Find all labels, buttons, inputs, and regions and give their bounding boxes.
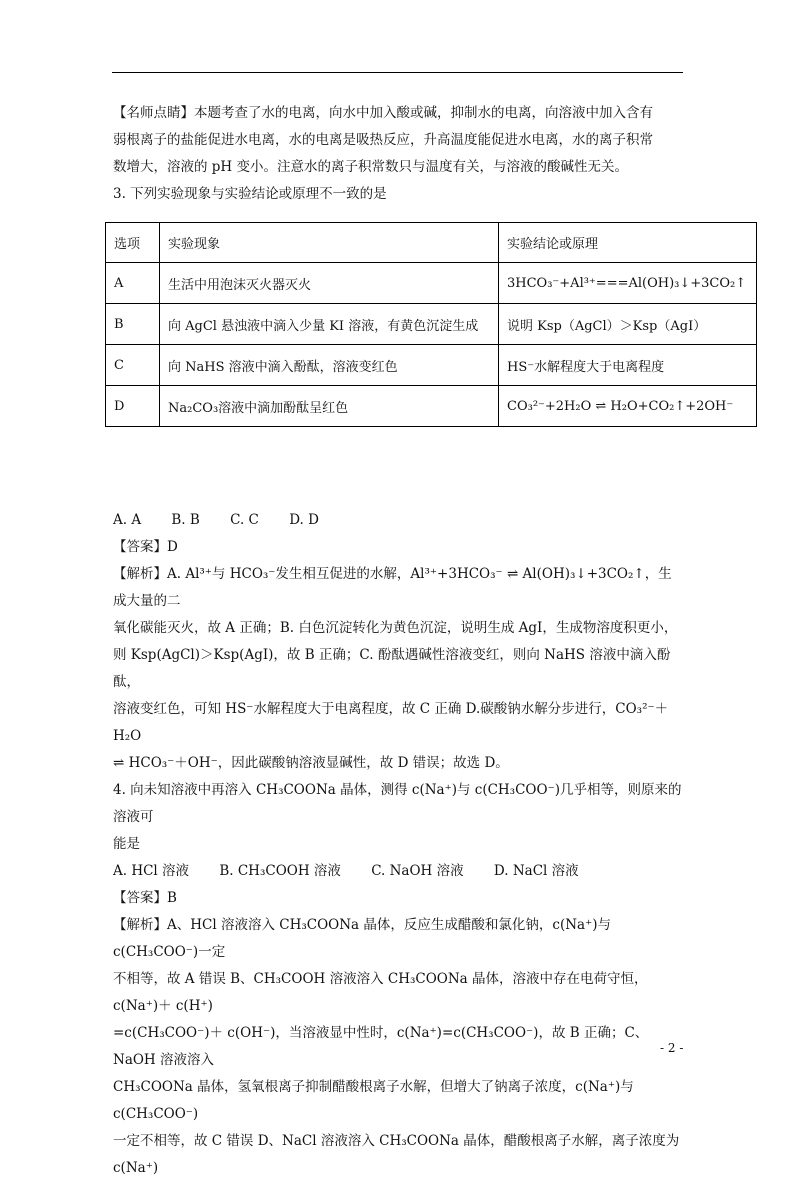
option-c: C. C	[230, 512, 259, 528]
analysis-line: 一定不相等，故 C 错误 D、NaCl 溶液溶入 CH₃COONa 晶体，醋酸根离子水解，离子浓度为 c(Na⁺)	[113, 1133, 680, 1176]
conclusion-cell: HS⁻水解程度大于电离程度	[499, 345, 757, 386]
conclusion-cell: 3HCO₃⁻+Al³⁺===Al(OH)₃↓+3CO₂↑	[499, 263, 757, 304]
option-cell: B	[106, 304, 160, 345]
table-header-row	[106, 223, 757, 263]
teacher-note	[113, 100, 685, 208]
question-4-stem: 能是	[113, 836, 140, 852]
header-cell: 实验现象	[160, 223, 499, 263]
option-cell: A	[106, 263, 160, 304]
question-4-stem: 4. 向未知溶液中再溶入 CH₃COONa 晶体，测得 c(Na⁺)与 c(CH₃COO⁻)几乎相等，则原来的溶液可	[113, 782, 682, 825]
analysis-line: CH₃COONa 晶体，氢氧根离子抑制醋酸根离子水解，但增大了钠离子浓度，c(Na⁺)与 c(CH₃COO⁻)	[113, 1079, 634, 1122]
option-a: A. HCl 溶液	[113, 863, 190, 879]
table-row	[106, 345, 757, 386]
header-rule	[112, 72, 683, 73]
analysis-line: 则 Ksp(AgCl)＞Ksp(AgI)，故 B 正确；C. 酚酞遇碱性溶液变红，则向 NaHS 溶液中滴入酚酞，	[113, 647, 671, 690]
q4-options	[113, 858, 685, 885]
option-d: D. D	[289, 512, 319, 528]
option-a: A. A	[113, 512, 142, 528]
option-d: D. NaCl 溶液	[493, 863, 579, 879]
q3-answer: 【答案】D	[113, 539, 178, 555]
analysis-line: =c(CH₃COO⁻)＋ c(OH⁻)，当溶液显中性时，c(Na⁺)=c(CH₃COO⁻)，故 B 正确；C、NaOH 溶液溶入	[113, 1025, 649, 1068]
phenomenon-cell: Na₂CO₃溶液中滴加酚酞呈红色	[160, 386, 499, 427]
header-cell: 选项	[106, 223, 160, 263]
q3-options	[113, 507, 685, 534]
analysis-line: ⇌ HCO₃⁻＋OH⁻，因此碳酸钠溶液显碱性，故 D 错误；故选 D。	[113, 755, 509, 771]
analysis-line: 【解析】A、HCl 溶液溶入 CH₃COONa 晶体，反应生成醋酸和氯化钠，c(Na⁺)与 c(CH₃COO⁻)一定	[113, 917, 611, 960]
question-3-stem: 3. 下列实验现象与实验结论或原理不一致的是	[113, 186, 387, 202]
page-number: - 2 -	[660, 1041, 684, 1055]
text-line: 【名师点睛】本题考查了水的电离，向水中加入酸或碱，抑制水的电离，向溶液中加入含有	[113, 105, 653, 121]
table-row	[106, 386, 757, 427]
text-line: 数增大，溶液的 pH 变小。注意水的离子积常数只与温度有关，与溶液的酸碱性无关。	[113, 159, 628, 175]
phenomenon-cell: 向 NaHS 溶液中滴入酚酞，溶液变红色	[160, 345, 499, 386]
option-cell: D	[106, 386, 160, 427]
option-b: B. CH₃COOH 溶液	[219, 863, 341, 879]
table-row	[106, 263, 757, 304]
phenomenon-cell: 生活中用泡沫灭火器灭火	[160, 263, 499, 304]
text-line: 弱根离子的盐能促进水电离，水的电离是吸热反应，升高温度能促进水电离，水的离子积常	[113, 132, 653, 148]
table-row	[106, 304, 757, 345]
phenomenon-cell: 向 AgCl 悬浊液中滴入少量 KI 溶液，有黄色沉淀生成	[160, 304, 499, 345]
option-b: B. B	[171, 512, 200, 528]
header-cell: 实验结论或原理	[499, 223, 757, 263]
analysis-line: 【解析】A. Al³⁺与 HCO₃⁻发生相互促进的水解，Al³⁺+3HCO₃⁻ ⇌ Al(OH)₃↓+3CO₂↑，生成大量的二	[113, 566, 672, 609]
conclusion-cell: CO₃²⁻+2H₂O ⇌ H₂O+CO₂↑+2OH⁻	[499, 386, 757, 427]
option-c: C. NaOH 溶液	[371, 863, 464, 879]
analysis-line: 氧化碳能灭火，故 A 正确；B. 白色沉淀转化为黄色沉淀，说明生成 AgI，生成物溶度积更小，	[113, 620, 678, 636]
q3-answer-block	[113, 507, 685, 1182]
experiment-table	[105, 222, 757, 427]
option-cell: C	[106, 345, 160, 386]
q4-answer: 【答案】B	[113, 890, 177, 906]
analysis-line: 溶液变红色，可知 HS⁻水解程度大于电离程度，故 C 正确 D.碳酸钠水解分步进行，CO₃²⁻＋H₂O	[113, 701, 669, 744]
conclusion-cell: 说明 Ksp（AgCl）＞Ksp（AgI）	[499, 304, 757, 345]
analysis-line: 不相等，故 A 错误 B、CH₃COOH 溶液溶入 CH₃COONa 晶体，溶液中存在电荷守恒，c(Na⁺)＋ c(H⁺)	[113, 971, 648, 1014]
